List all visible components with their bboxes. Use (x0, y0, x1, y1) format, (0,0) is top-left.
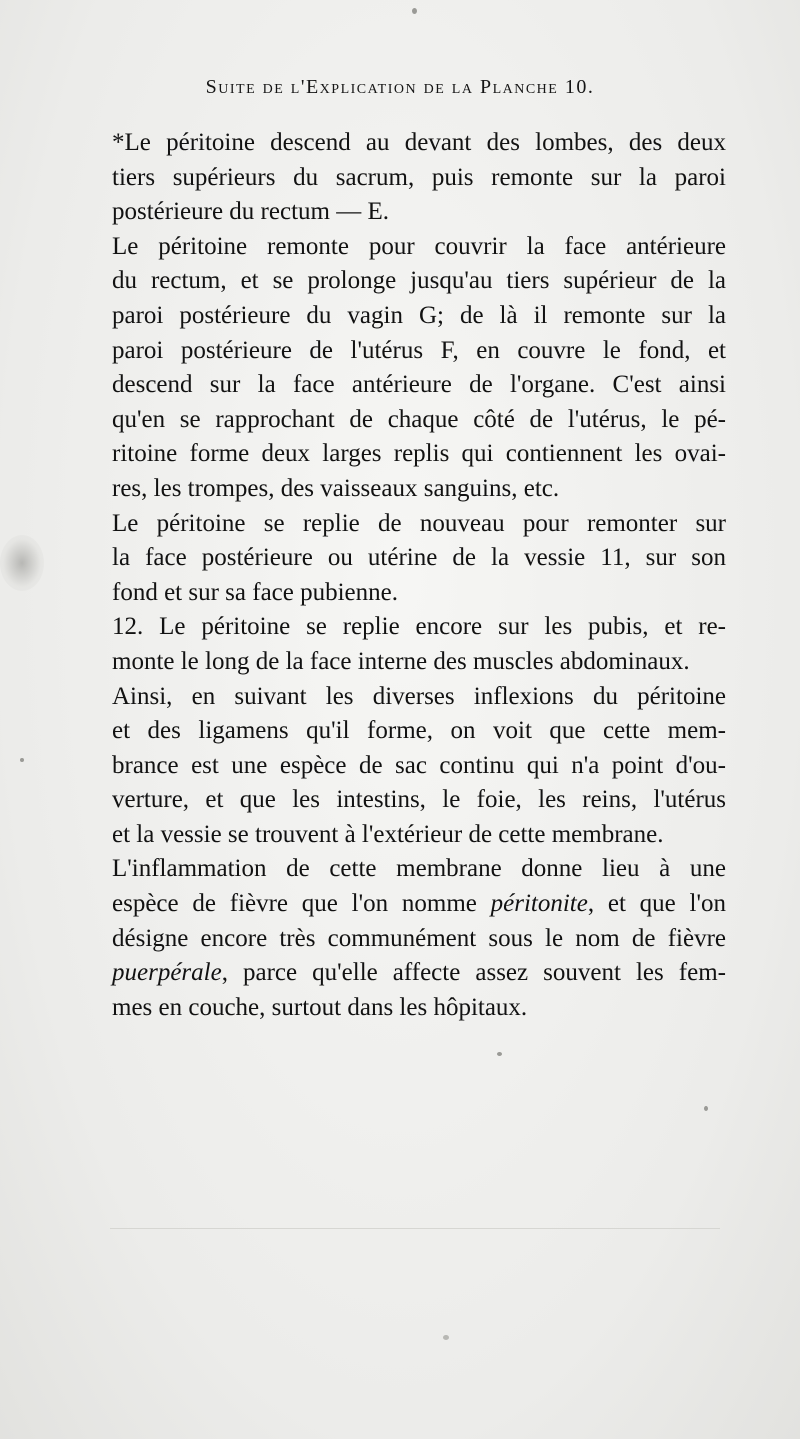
bleed-through-rule (110, 1228, 720, 1229)
text-line: et des ligamens qu'il forme, on voit que cette mem- (112, 717, 726, 745)
paragraph-3 (86, 507, 726, 611)
paragraph-1 (86, 126, 726, 230)
text-line: verture, et que les intestins, le foie, les reins, l'utérus (112, 786, 726, 814)
emphasized-term: puerpérale (112, 959, 222, 987)
text-line: res, les trompes, des vaisseaux sanguins, etc. (112, 474, 560, 502)
text-line: du rectum, et se prolonge jusqu'au tiers supérieur de la (112, 267, 726, 295)
text-line: puerpérale, parce qu'elle affecte assez souvent les fem- (112, 959, 726, 987)
text-line: la face postérieure ou utérine de la vessie 11, sur son (112, 544, 726, 572)
ink-speck (704, 1106, 708, 1111)
ink-speck (497, 1052, 502, 1056)
text-line: paroi postérieure du vagin G; de là il remonte sur la (112, 301, 726, 329)
text-line: *Le péritoine descend au devant des lombes, des deux (112, 129, 726, 156)
ink-speck (412, 8, 417, 14)
text-line: fond et sur sa face pubienne. (112, 578, 398, 606)
paragraph-5 (86, 680, 726, 853)
text-line: tiers supérieurs du sacrum, puis remonte sur la paroi (112, 163, 726, 191)
text-line: brance est une espèce de sac continu qui n'a point d'ou- (112, 751, 726, 779)
running-header: Suite de l'Explication de la Planche 10. (205, 76, 595, 98)
text-line: monte le long de la face interne des muscles abdominaux. (112, 647, 690, 675)
text-line: ritoine forme deux larges replis qui contiennent les ovai- (112, 440, 726, 468)
paragraph-4 (86, 610, 726, 679)
text-line: mes en couche, surtout dans les hôpitaux. (112, 993, 528, 1021)
text-line: espèce de fièvre que l'on nomme péritonite, et que l'on (112, 890, 726, 918)
paragraph-6 (86, 852, 726, 1025)
text-line: Ainsi, en suivant les diverses inflexions du péritoine (112, 682, 726, 710)
ink-speck (443, 1335, 449, 1340)
text-line: et la vessie se trouvent à l'extérieur de cette membrane. (112, 820, 664, 848)
text-line: Le péritoine remonte pour couvrir la face antérieure (112, 232, 726, 260)
emphasized-term: péritonite (490, 890, 588, 918)
text-line: L'inflammation de cette membrane donne lieu à une (112, 855, 726, 883)
text-line: postérieure du rectum — E. (112, 198, 389, 226)
paragraph-2 (86, 230, 726, 507)
text-line: descend sur la face antérieure de l'organe. C'est ainsi (112, 371, 726, 399)
text-line: qu'en se rapprochant de chaque côté de l'utérus, le pé- (112, 405, 726, 433)
text-line: 12. Le péritoine se replie encore sur les pubis, et re- (112, 613, 726, 641)
ink-speck (20, 758, 24, 762)
text-line: paroi postérieure de l'utérus F, en couvre le fond, et (112, 336, 726, 364)
body-text (86, 126, 726, 1025)
text-line: désigne encore très communément sous le nom de fièvre (112, 924, 726, 952)
text-line: Le péritoine se replie de nouveau pour remonter sur (112, 509, 726, 537)
ink-blot (0, 535, 44, 591)
